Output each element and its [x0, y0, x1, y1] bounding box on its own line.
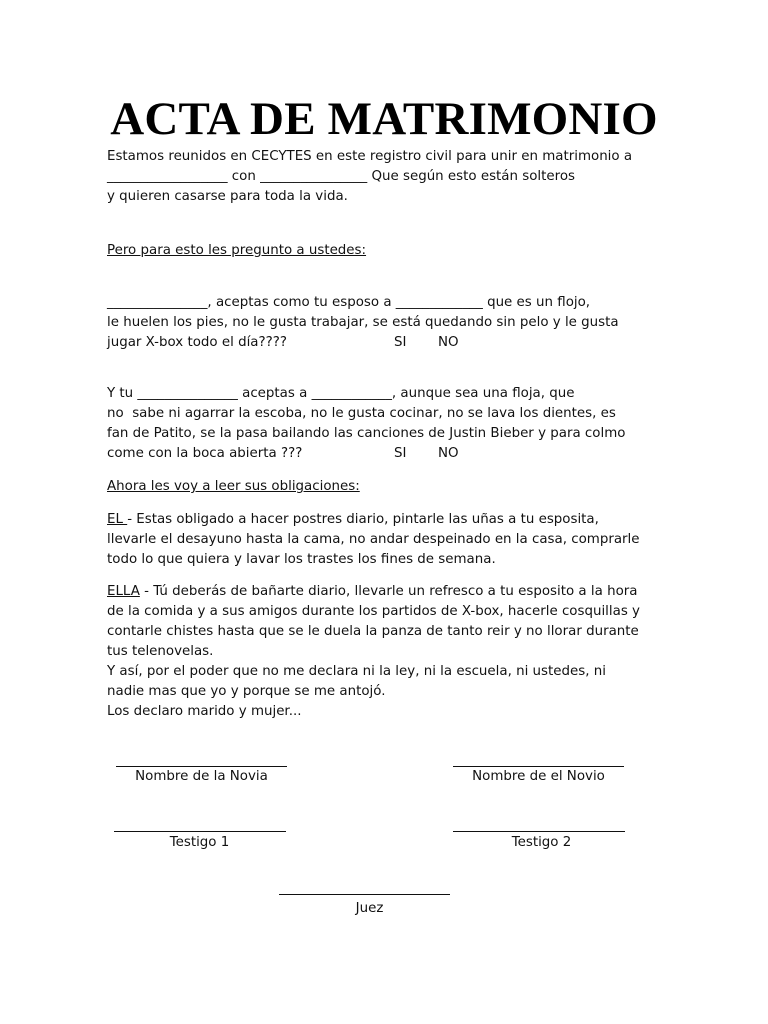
el-line: todo lo que quiera y lavar los trastes los fines de semana.: [107, 552, 496, 567]
document-title: ACTA DE MATRIMONIO: [110, 93, 658, 145]
intro-paragraph: [107, 147, 667, 207]
question-2-line: come con la boca abierta ???: [107, 446, 303, 461]
ella-line: contarle chistes hasta que se le duela la panza de tanto reir y no llorar durante: [107, 624, 639, 639]
el-paragraph: [107, 510, 667, 570]
el-line: llevarle el desayuno hasta la cama, no andar despeinado en la casa, comprarle: [107, 532, 640, 547]
declaration-line: nadie mas que yo y porque se me antojó.: [107, 684, 386, 699]
question-1-last-line: [107, 333, 667, 353]
question-1-line: jugar X-box todo el día????: [107, 335, 287, 350]
question-2-yes: SI: [394, 446, 407, 461]
ella-line: tus telenovelas.: [107, 644, 214, 659]
judge-signature-line: [279, 894, 450, 895]
declaration-line: Los declaro marido y mujer...: [107, 704, 302, 719]
question-1-yes: SI: [394, 335, 407, 350]
obligations-heading: [107, 477, 667, 497]
question-intro: [107, 241, 667, 261]
question-2-last-line: [107, 444, 667, 464]
intro-line: y quieren casarse para toda la vida.: [107, 189, 348, 204]
question-intro-text: Pero para esto les pregunto a ustedes:: [107, 243, 367, 258]
ella-paragraph: [107, 582, 667, 722]
el-line: - Estas obligado a hacer postres diario, pintarle las uñas a tu esposita,: [127, 512, 599, 527]
witness-1-signature-line: [114, 831, 286, 832]
el-first-line: [107, 510, 667, 530]
obligations-heading-text: Ahora les voy a leer sus obligaciones:: [107, 479, 360, 494]
question-1-line: le huelen los pies, no le gusta trabajar, se está quedando sin pelo y le gusta: [107, 315, 619, 330]
ella-line: - Tú deberás de bañarte diario, llevarle un refresco a tu esposito a la hora: [139, 584, 638, 599]
question-2-line: fan de Patito, se la pasa bailando las canciones de Justin Bieber y para colmo: [107, 426, 626, 441]
ella-first-line: [107, 582, 667, 602]
witness-2-signature-label: Testigo 2: [511, 835, 572, 850]
el-label: EL: [107, 512, 128, 527]
bride-signature-label: Nombre de la Novia: [135, 769, 268, 784]
question-2-line: Y tu _______________ aceptas a ____________, aunque sea una floja, que: [107, 386, 575, 401]
groom-signature-line: [453, 766, 624, 767]
witness-2-signature-line: [453, 831, 625, 832]
declaration-line: Y así, por el poder que no me declara ni la ley, ni la escuela, ni ustedes, ni: [107, 664, 606, 679]
question-2-line: no sabe ni agarrar la escoba, no le gusta cocinar, no se lava los dientes, es: [107, 406, 616, 421]
question-2-no: NO: [438, 446, 459, 461]
ella-line: de la comida y a sus amigos durante los partidos de X-box, hacerle cosquillas y: [107, 604, 640, 619]
intro-line: __________________ con ________________ Que según esto están solteros: [107, 169, 576, 184]
question-1-no: NO: [438, 335, 459, 350]
ella-label: ELLA: [107, 584, 140, 599]
question-2-paragraph: [107, 384, 667, 464]
judge-signature-label: Juez: [355, 901, 384, 916]
witness-1-signature-label: Testigo 1: [169, 835, 230, 850]
question-1-line: _______________, aceptas como tu esposo a _____________ que es un flojo,: [107, 295, 591, 310]
groom-signature-label: Nombre de el Novio: [472, 769, 605, 784]
bride-signature-line: [116, 766, 287, 767]
question-1-paragraph: [107, 293, 667, 353]
intro-line: Estamos reunidos en CECYTES en este registro civil para unir en matrimonio a: [107, 149, 633, 164]
